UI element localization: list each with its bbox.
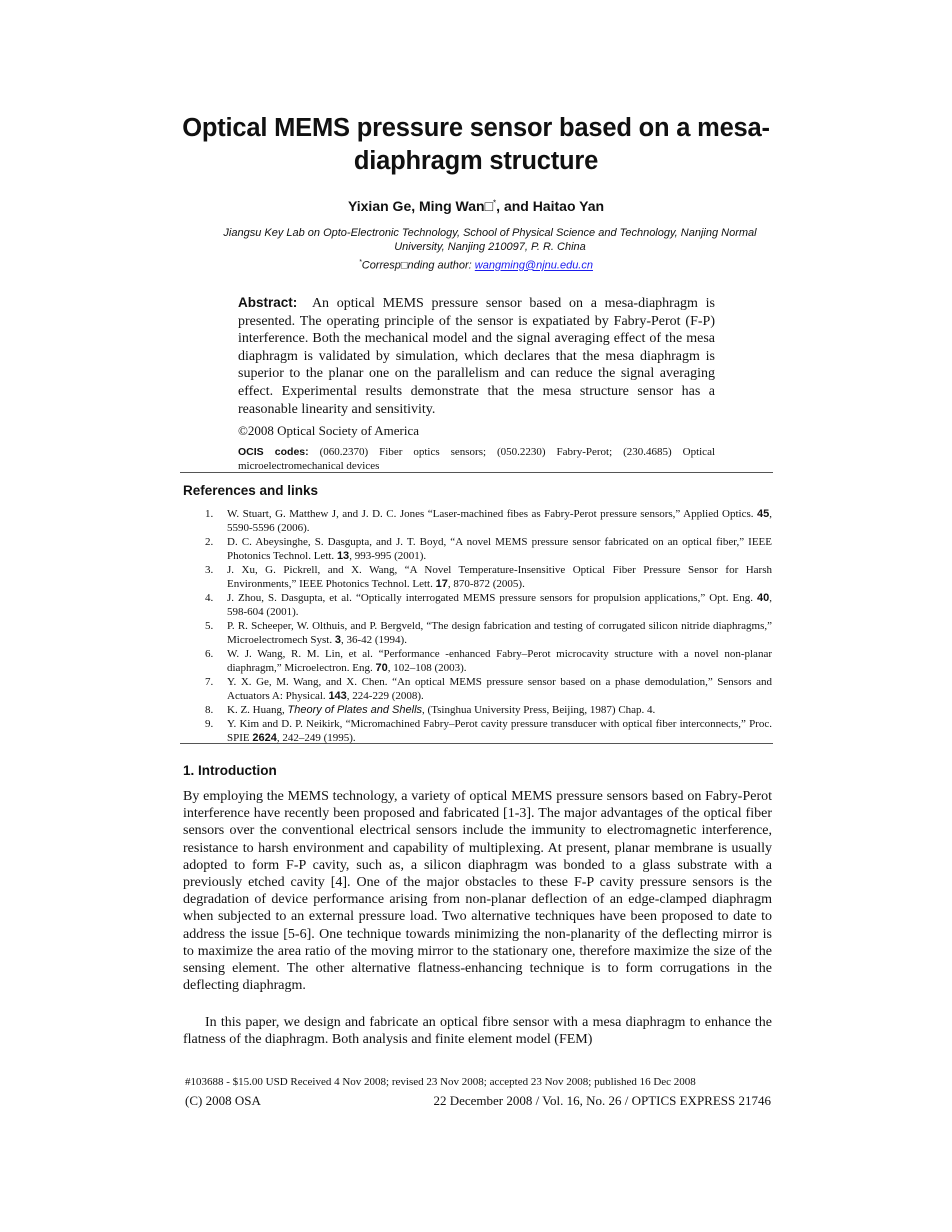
reference-volume: 70 <box>375 662 388 674</box>
reference-pages: , 993-995 (2001). <box>349 550 427 562</box>
reference-volume: 40 <box>757 592 770 604</box>
reference-number: 3. <box>205 564 214 576</box>
reference-text: Y. X. Ge, M. Wang, and X. Chen. “An optical MEMS pressure sensor based on a phase demodulation,” Sensors and Actuators A: Physical. <box>227 676 772 702</box>
reference-pages: , (Tsinghua University Press, Beijing, 1987) Chap. 4. <box>422 704 656 716</box>
reference-number: 5. <box>205 620 214 632</box>
reference-volume: 3 <box>334 634 341 646</box>
copyright-notice: ©2008 Optical Society of America <box>238 423 419 438</box>
footer-manuscript-info: #103688 - $15.00 USD Received 4 Nov 2008; revised 23 Nov 2008; accepted 23 Nov 2008; published 16 Dec 2008 <box>185 1076 696 1088</box>
reference-pages: , 224-229 (2008). <box>346 690 424 702</box>
reference-pages: , 5590-5596 (2006). <box>227 508 772 534</box>
ocis-text: (060.2370) Fiber optics sensors; (050.2230) Fabry-Perot; (230.4685) Optical microelectromechanical devices <box>238 446 716 472</box>
reference-number: 8. <box>205 704 214 716</box>
reference-number: 9. <box>205 718 214 730</box>
abstract <box>238 294 715 418</box>
ocis-label: OCIS codes: <box>238 446 309 458</box>
ocis-codes <box>238 445 715 473</box>
divider-bottom <box>180 743 773 744</box>
reference-text: J. Zhou, S. Dasgupta, et al. “Optically interrogated MEMS pressure sensors for propulsion applications,” Opt. Eng. <box>227 592 757 604</box>
reference-item <box>183 563 772 591</box>
reference-list <box>183 507 772 745</box>
reference-text: Y. Kim and D. P. Neikirk, “Micromachined Fabry–Perot cavity pressure transducer with optical fiber interconnects,” Proc. SPIE <box>227 718 772 744</box>
reference-item <box>183 535 772 563</box>
reference-item <box>183 619 772 647</box>
introduction-heading: 1. Introduction <box>183 763 277 778</box>
abstract-text: An optical MEMS pressure sensor based on a mesa-diaphragm is presented. The operating principle of the sensor is expatiated by Fabry-Perot (F-P) interference. Both the mechanical model and the signal averaging effect of the mesa diaphragm is validated by simulation, which declares that the mesa diaphragm is superior to the planar one on the parallelism and can reduce the signal averaging effect. Experimental results demonstrate that the mesa structure sensor has a reasonable linearity and sensitivity. <box>238 296 715 417</box>
reference-volume: 2624 <box>252 732 277 744</box>
footer-journal-info: 22 December 2008 / Vol. 16, No. 26 / OPTICS EXPRESS 21746 <box>433 1093 771 1108</box>
author-names: Yixian Ge, Ming Wan□ <box>347 198 494 214</box>
intro-paragraph-1: By employing the MEMS technology, a variety of optical MEMS pressure sensors based on Fabry-Perot interference have recently been proposed and fabricated [1-3]. The major advantages of the optical fiber sensors over the conventional electrical sensors include the immunity to electromagnetic interference, resistance to harsh environment and capability of multiplexing. At present, planar membrane is usually adopted to form F-P cavity, such as, a silicon diaphragm was bonded to a glass substrate with a previously etched cavity [4]. One of the major obstacles to these F-P cavity pressure sensors is the degradation of device performance arising from non-planar deflection of an edge-clamped diaphragm when subjected to an external pressure load. Two alternative techniques have been proposed to date to address the issue [5-6]. One technique towards minimizing the non-planarity of the deflecting mirror is to maximize the area ratio of the moving mirror to the stationary one, therefore maximize the size of the sensing element. The other alternative flatness-enhancing technique is to form corrugations in the deflecting diaphragm. <box>183 789 772 994</box>
reference-volume: 13 <box>336 550 350 562</box>
reference-number: 2. <box>205 536 214 548</box>
reference-book-title: Theory of Plates and Shells <box>287 704 423 716</box>
reference-pages: , 242–249 (1995). <box>276 732 356 744</box>
divider-top <box>180 472 773 473</box>
reference-volume: 143 <box>328 690 347 702</box>
intro-paragraph-2: In this paper, we design and fabricate an optical fibre sensor with a mesa diaphragm to enhance the flatness of the diaphragm. Both analysis and finite element model (FEM) <box>183 1015 772 1048</box>
reference-text: P. R. Scheeper, W. Olthuis, and P. Bergveld, “The design fabrication and testing of corrugated silicon nitride diaphragms,” Microelectromech Syst. <box>227 620 772 646</box>
reference-text: D. C. Abeysinghe, S. Dasgupta, and J. T. Boyd, “A novel MEMS pressure sensor fabricated on an optical fiber,” IEEE Photonics Technol. Lett. <box>227 536 772 562</box>
author-list <box>180 198 772 214</box>
reference-item <box>183 591 772 619</box>
corresponding-author <box>180 259 772 272</box>
reference-pages: , 102–108 (2003). <box>387 662 467 674</box>
reference-number: 7. <box>205 676 214 688</box>
reference-number: 1. <box>205 508 214 520</box>
affiliation: Jiangsu Key Lab on Opto-Electronic Technology, School of Physical Science and Technology, Nanjing Normal University, Nanjing 210097, P. R. China <box>223 227 757 253</box>
corresponding-sup: * <box>359 259 362 266</box>
reference-number: 4. <box>205 592 214 604</box>
reference-text: J. Xu, G. Pickrell, and X. Wang, “A Novel Temperature-Insensitive Optical Fiber Pressure Sensor for Harsh Environments,” IEEE Photonics Technol. Lett. <box>227 564 772 590</box>
corresponding-mark: * <box>493 198 497 208</box>
abstract-label: Abstract: <box>238 295 298 310</box>
reference-pages: , 598-604 (2001). <box>227 592 772 618</box>
author-names-rest: , and Haitao Yan <box>496 198 605 214</box>
reference-pages: , 870-872 (2005). <box>447 578 525 590</box>
reference-volume: 17 <box>435 578 448 590</box>
reference-volume: 45 <box>757 508 770 520</box>
reference-text: W. Stuart, G. Matthew J, and J. D. C. Jones “Laser-machined fibes as Fabry-Perot pressure sensors,” Applied Optics. <box>227 508 757 520</box>
paper-title: Optical MEMS pressure sensor based on a mesa-diaphragm structure <box>182 114 770 175</box>
reference-pages: , 36-42 (1994). <box>340 634 407 646</box>
reference-item <box>183 507 772 535</box>
footer-copyright: (C) 2008 OSA <box>185 1093 261 1108</box>
reference-item <box>183 647 772 675</box>
reference-item <box>183 717 772 745</box>
email-link[interactable]: wangming@njnu.edu.cn <box>474 259 593 272</box>
reference-number: 6. <box>205 648 214 660</box>
reference-item <box>183 675 772 703</box>
reference-text: W. J. Wang, R. M. Lin, et al. “Performance -enhanced Fabry–Perot microcavity structure with a novel non-planar diaphragm,” Microelectron. Eng. <box>227 648 772 674</box>
reference-text: K. Z. Huang, <box>227 704 288 716</box>
corresponding-label: Corresp□nding author: <box>361 259 475 272</box>
references-heading: References and links <box>183 483 319 498</box>
reference-item <box>183 703 772 717</box>
